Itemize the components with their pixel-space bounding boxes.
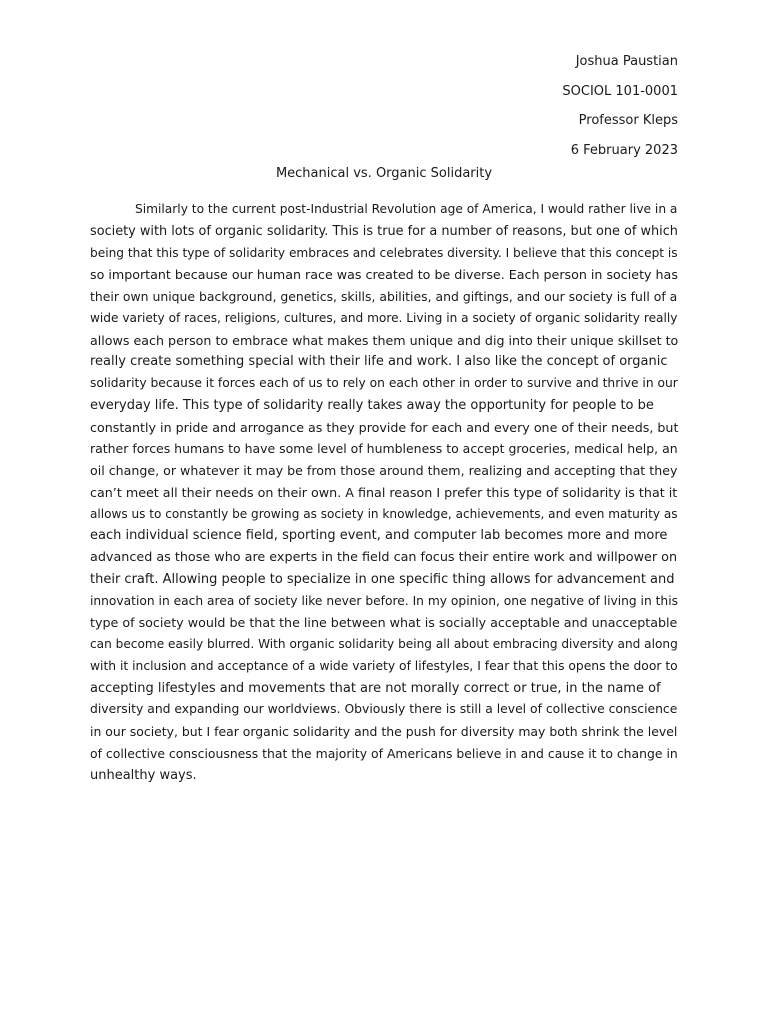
paragraph-line: accepting lifestyles and movements that are not morally correct or true, in the name of bbox=[90, 680, 661, 696]
paragraph-line: their own unique background, genetics, skills, abilities, and giftings, and our society is full of a bbox=[90, 289, 678, 304]
paragraph-line: allows each person to embrace what makes them unique and dig into their unique skillset to bbox=[90, 332, 679, 348]
paragraph-line: society with lots of organic solidarity. This is true for a number of reasons, but one of which bbox=[90, 223, 678, 239]
paragraph-line: really create something special with their life and work. I also like the concept of organic bbox=[90, 354, 668, 370]
heading-block bbox=[562, 47, 678, 165]
paragraph-line: oil change, or whatever it may be from those around them, realizing and accepting that they bbox=[90, 463, 678, 478]
course-code: SOCIOL 101-0001 bbox=[562, 83, 678, 99]
paragraph-line: in our society, but I fear organic solidarity and the push for diversity may both shrink the level bbox=[90, 724, 678, 739]
paragraph-line: so important because our human race was created to be diverse. Each person in society has bbox=[90, 267, 678, 283]
paragraph-line: of collective consciousness that the majority of Americans believe in and cause it to change in bbox=[90, 745, 678, 761]
paragraph-line: everyday life. This type of solidarity really takes away the opportunity for people to be bbox=[90, 397, 654, 413]
paragraph-line: with it inclusion and acceptance of a wide variety of lifestyles, I fear that this opens the door to bbox=[90, 658, 678, 673]
paragraph-line: can’t meet all their needs on their own. A final reason I prefer this type of solidarity is that it bbox=[90, 484, 678, 500]
paragraph-line: wide variety of races, religions, cultures, and more. Living in a society of organic solidarity really bbox=[90, 310, 678, 325]
paragraph-line: innovation in each area of society like never before. In my opinion, one negative of living in this bbox=[90, 593, 678, 608]
author-name: Joshua Paustian bbox=[575, 54, 678, 69]
paragraph-line: advanced as those who are experts in the field can focus their entire work and willpower on bbox=[90, 550, 678, 565]
paragraph-line: constantly in pride and arrogance as they provide for each and every one of their needs, but bbox=[90, 419, 679, 435]
paragraph-line: Similarly to the current post-Industrial Revolution age of America, I would rather live in a bbox=[135, 202, 678, 216]
paragraph-line: their craft. Allowing people to specialize in one specific thing allows for advancement and bbox=[90, 571, 675, 587]
paragraph-line: each individual science field, sporting event, and computer lab becomes more and more bbox=[90, 528, 668, 544]
document-date: 6 February 2023 bbox=[570, 142, 678, 158]
body-paragraph bbox=[90, 199, 678, 786]
document-title: Mechanical vs. Organic Solidarity bbox=[275, 166, 493, 181]
paragraph-line: type of society would be that the line between what is socially acceptable and unacceptable bbox=[90, 615, 678, 631]
paragraph-line: unhealthy ways. bbox=[90, 767, 197, 783]
instructor-name: Professor Kleps bbox=[578, 113, 678, 128]
paragraph-line: rather forces humans to have some level of humbleness to accept groceries, medical help, an bbox=[90, 441, 678, 457]
paragraph-line: allows us to constantly be growing as society in knowledge, achievements, and even maturity as bbox=[90, 506, 678, 521]
paragraph-line: being that this type of solidarity embraces and celebrates diversity. I believe that this concept is bbox=[90, 245, 678, 260]
paragraph-line: can become easily blurred. With organic solidarity being all about embracing diversity and along bbox=[90, 637, 678, 651]
paragraph-line: diversity and expanding our worldviews. Obviously there is still a level of collective conscience bbox=[90, 702, 678, 717]
paragraph-line: solidarity because it forces each of us to rely on each other in order to survive and thrive in our bbox=[90, 376, 678, 390]
